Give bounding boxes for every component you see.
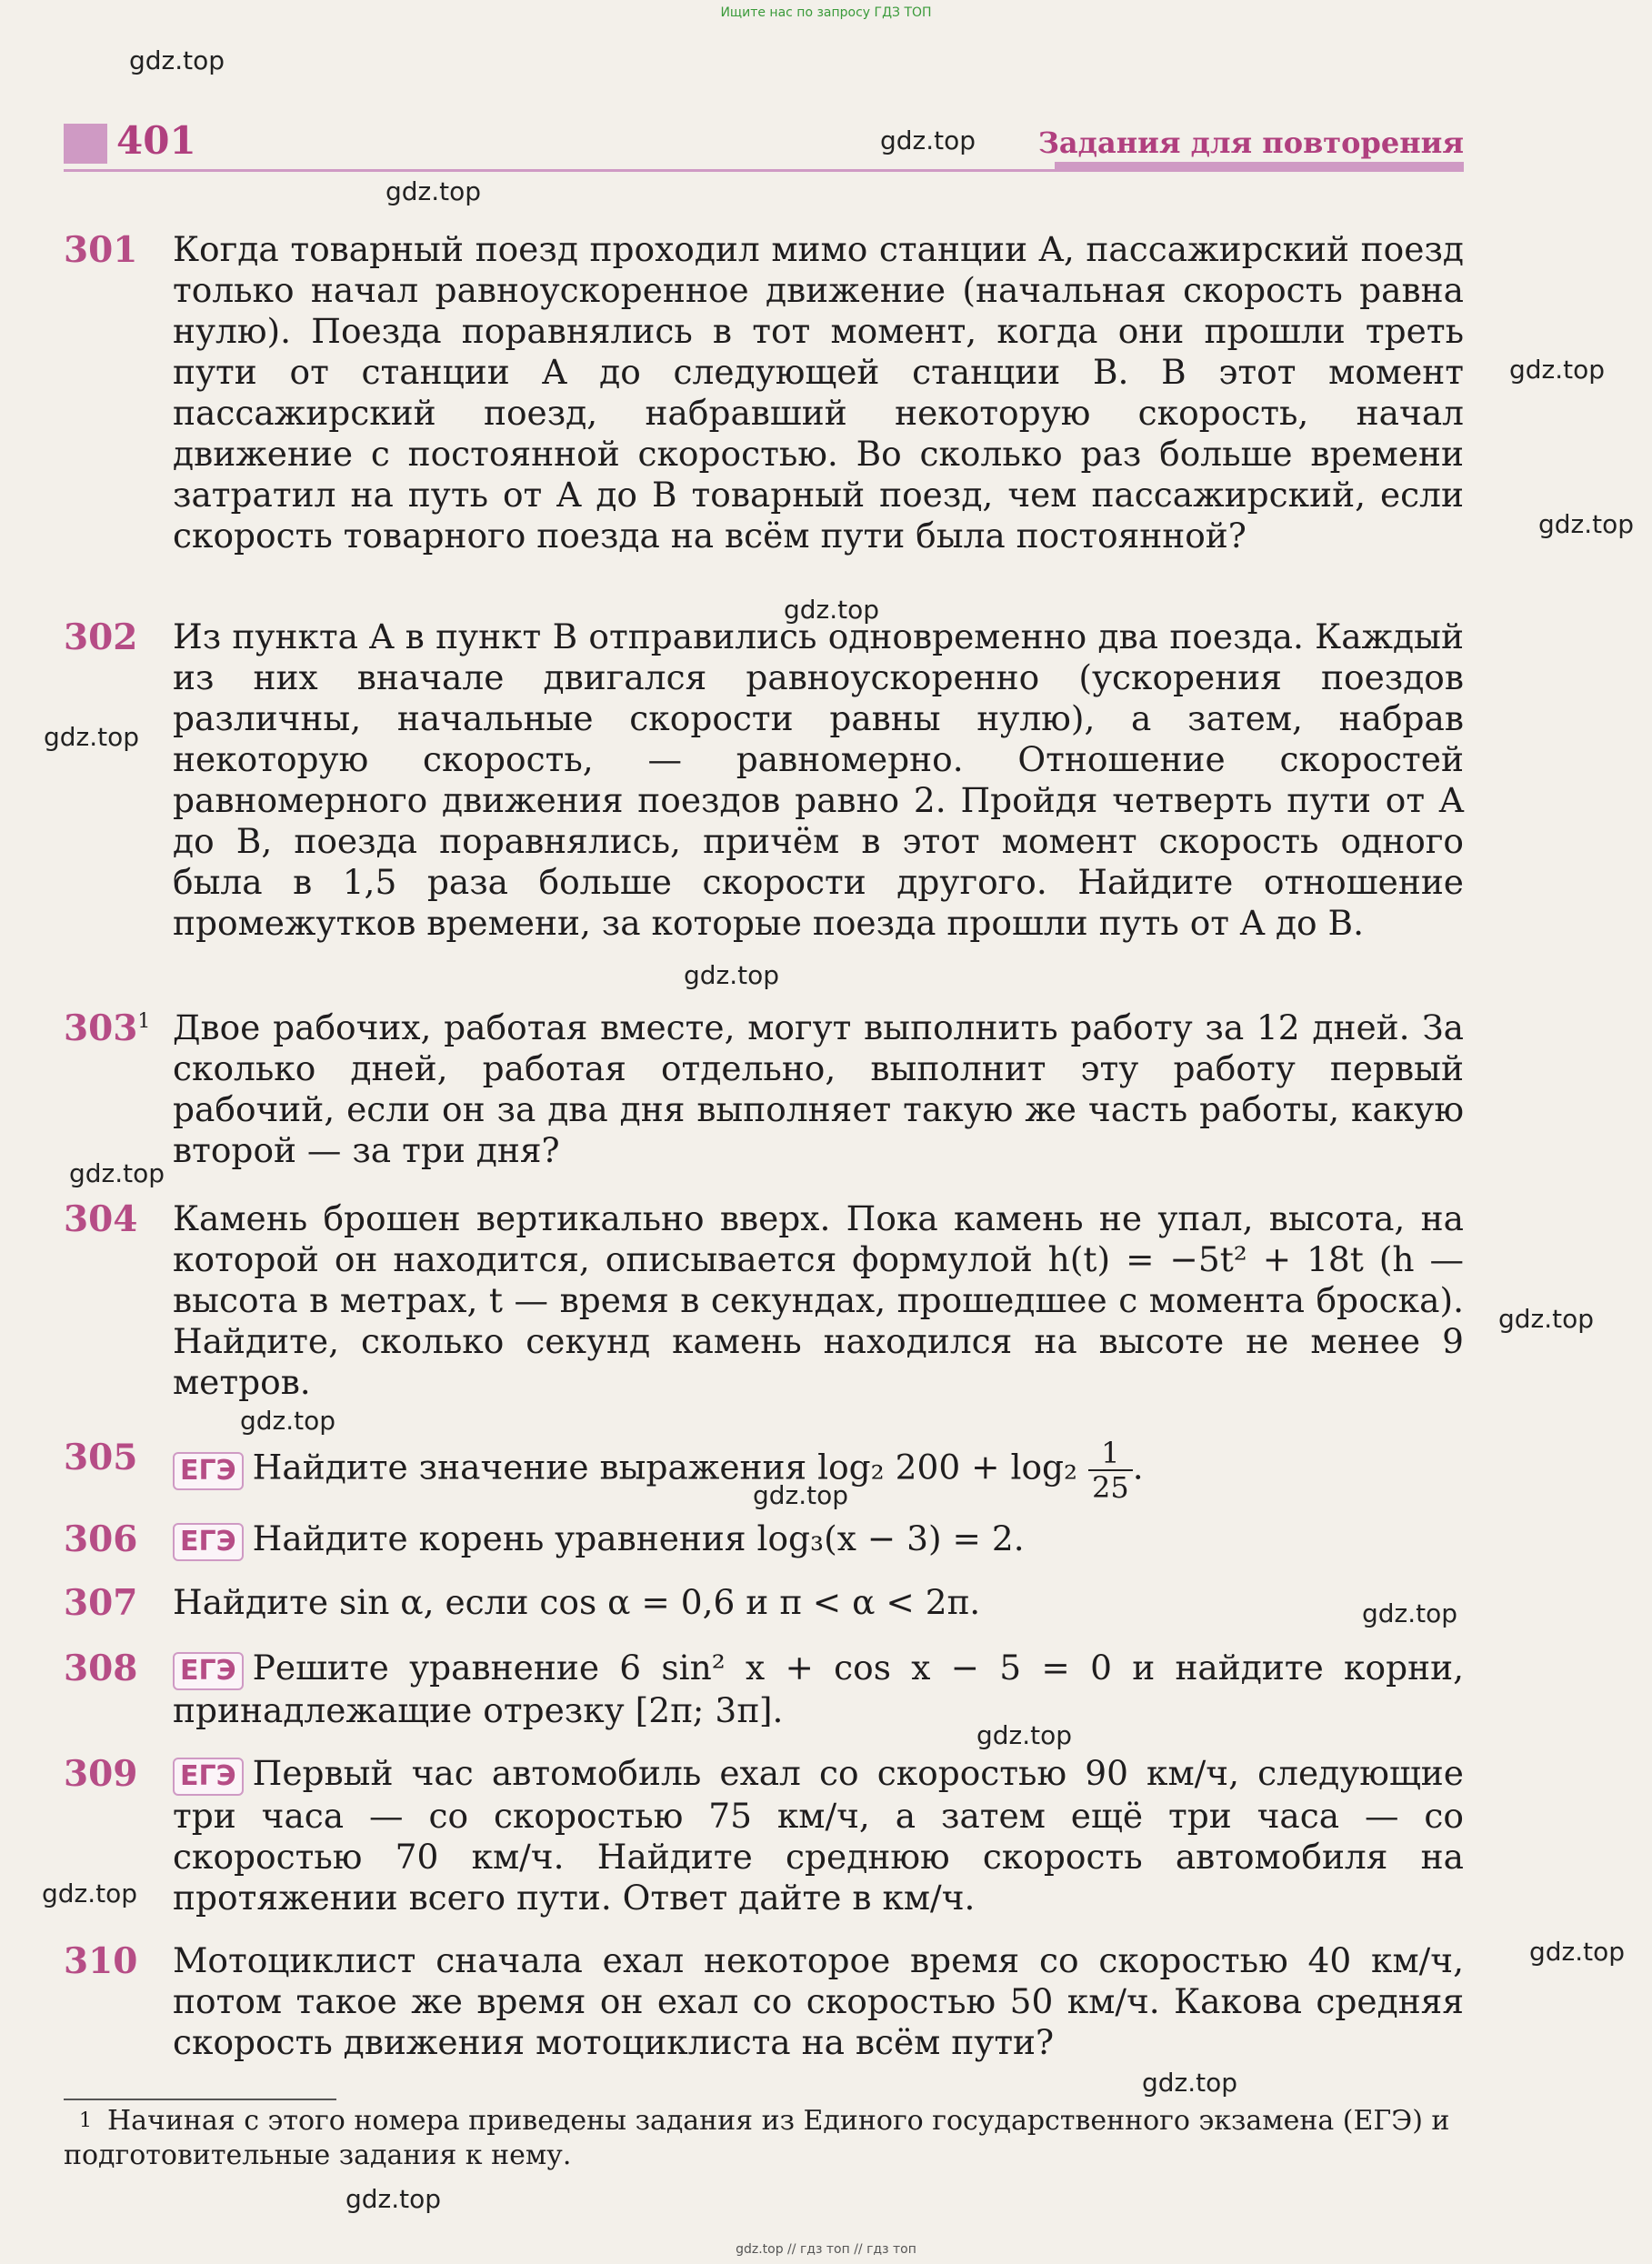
watermark: gdz.top bbox=[42, 1878, 138, 1908]
footnote-mark: 1 bbox=[79, 2109, 92, 2132]
task-number: 306 bbox=[64, 1518, 138, 1560]
watermark: gdz.top bbox=[69, 1158, 165, 1188]
header-rule bbox=[64, 169, 1464, 172]
watermark: gdz.top bbox=[385, 176, 482, 206]
fraction: $\frac{1}{25}$ bbox=[1088, 1437, 1133, 1504]
ege-badge: ЕГЭ bbox=[173, 1652, 244, 1690]
watermark: gdz.top bbox=[753, 1480, 849, 1510]
watermark: gdz.top bbox=[129, 45, 225, 75]
page-number: 401 bbox=[116, 118, 196, 163]
task-number: $303^1$ bbox=[64, 1007, 151, 1049]
task-number: 307 bbox=[64, 1582, 138, 1624]
task-302 bbox=[64, 616, 1464, 944]
task-301 bbox=[64, 229, 1464, 556]
watermark: gdz.top bbox=[1142, 2068, 1238, 2098]
task-308 bbox=[64, 1648, 1464, 1731]
task-text: Найдите корень уравнения log₃(x − 3) = 2. bbox=[252, 1518, 1025, 1558]
task-number: 309 bbox=[64, 1753, 138, 1795]
section-title: Задания для повторения bbox=[1037, 125, 1464, 160]
task-304 bbox=[64, 1198, 1464, 1403]
watermark: gdz.top bbox=[1529, 1937, 1626, 1967]
watermark: gdz.top bbox=[44, 722, 140, 752]
watermark: gdz.top bbox=[1498, 1304, 1595, 1334]
task-306 bbox=[64, 1518, 1464, 1561]
task-text: Двое рабочих, работая вместе, могут выполнить работу за 12 дней. За сколько дней, работая отдельно, выполнит эту работу первый рабочий, если он за два дня выполняет такую же часть работы, какую второй — за три дня? bbox=[173, 1007, 1464, 1170]
watermark: gdz.top bbox=[240, 1406, 336, 1436]
footnote bbox=[64, 2104, 1464, 2173]
watermark: gdz.top bbox=[684, 960, 780, 990]
watermark: gdz.top bbox=[345, 2184, 442, 2214]
task-text: Когда товарный поезд проходил мимо станции A, пассажирский поезд только начал равноускоренное движение (начальная скорость равна нулю). Поезда поравнялись в тот момент, когда они прошли треть пути от станции A до следующей станции B. В этот момент пассажирский поезд, набравший некоторую скорость, начал движение с постоянной скоростью. Во сколько раз больше времени затратил на путь от A до B товарный поезд, чем пассажирский, если скорость товарного поезда на всём пути была постоянной? bbox=[173, 229, 1464, 556]
task-305: 305 ЕГЭ Найдите значение выражения log₂ 200 + log₂ $\frac{1}{25}$ . bbox=[64, 1436, 1144, 1505]
top-note: Ищите нас по запросу ГДЗ ТОП bbox=[720, 5, 932, 20]
ege-badge: ЕГЭ bbox=[173, 1452, 244, 1490]
footnote-text: Начиная с этого номера приведены задания из Единого государственного экзамена (ЕГЭ) и подготовительные задания к нему. bbox=[64, 2105, 1450, 2171]
footnote-ref: 1 bbox=[137, 1010, 151, 1033]
page-header bbox=[64, 116, 1464, 173]
watermark: gdz.top bbox=[784, 595, 880, 625]
watermark: gdz.top bbox=[1509, 355, 1606, 385]
task-number: 305 bbox=[64, 1437, 138, 1478]
task-text: Найдите значение выражения log₂ 200 + log₂ bbox=[252, 1447, 1078, 1488]
task-text: Первый час автомобиль ехал со скоростью 90 км/ч, следующие три часа — со скоростью 75 км/ч, а затем ещё три часа — со скоростью 70 км/ч. Найдите среднюю скорость автомобиля на протяжении всего пути. Ответ дайте в км/ч. bbox=[173, 1753, 1464, 1918]
task-number: 308 bbox=[64, 1648, 138, 1689]
task-text: Камень брошен вертикально вверх. Пока камень не упал, высота, на которой он находится, описывается формулой h(t) = −5t² + 18t (h — высота в метрах, t — время в секундах, прошедшее с момента броска). Найдите, сколько секунд камень находился на высоте не менее 9 метров. bbox=[173, 1198, 1464, 1402]
task-text: Решите уравнение 6 sin² x + cos x − 5 = 0 и найдите корни, принадлежащие отрезку [2π; 3π]. bbox=[173, 1648, 1464, 1730]
ege-badge: ЕГЭ bbox=[173, 1523, 244, 1561]
watermark: gdz.top bbox=[1538, 509, 1635, 539]
task-number: 304 bbox=[64, 1198, 138, 1240]
task-309 bbox=[64, 1753, 1464, 1918]
task-307 bbox=[64, 1582, 1464, 1623]
task-number: 310 bbox=[64, 1940, 138, 1982]
task-text: Из пункта A в пункт B отправились одновременно два поезда. Каждый из них вначале двигался равноускоренно (ускорения поездов различны, начальные скорости равны нулю), а затем, набрав некоторую скорость, — равномерно. Отношение скоростей равномерного движения поездов равно 2. Пройдя четверть пути от A до B, поезда поравнялись, причём в этот момент скорость одного была в 1,5 раза больше скорости другого. Найдите отношение промежутков времени, за которые поезда прошли путь от A до B. bbox=[173, 616, 1464, 943]
ege-badge: ЕГЭ bbox=[173, 1758, 244, 1796]
task-303 bbox=[64, 1007, 1464, 1171]
task-text: Найдите sin α, если cos α = 0,6 и π < α < 2π. bbox=[173, 1582, 981, 1622]
task-text: Мотоциклист сначала ехал некоторое время со скоростью 40 км/ч, потом такое же время он ехал со скоростью 50 км/ч. Какова средняя скорость движения мотоциклиста на всём пути? bbox=[173, 1940, 1464, 2062]
bottom-note: gdz.top // гдз топ // гдз топ bbox=[736, 2242, 916, 2257]
watermark: gdz.top bbox=[976, 1720, 1073, 1750]
watermark: gdz.top bbox=[880, 125, 976, 155]
task-number: 301 bbox=[64, 229, 138, 271]
watermark: gdz.top bbox=[1362, 1598, 1458, 1628]
footnote-rule bbox=[64, 2099, 336, 2100]
task-310 bbox=[64, 1940, 1464, 2063]
task-number: 302 bbox=[64, 616, 138, 658]
page-number-box bbox=[64, 124, 107, 164]
